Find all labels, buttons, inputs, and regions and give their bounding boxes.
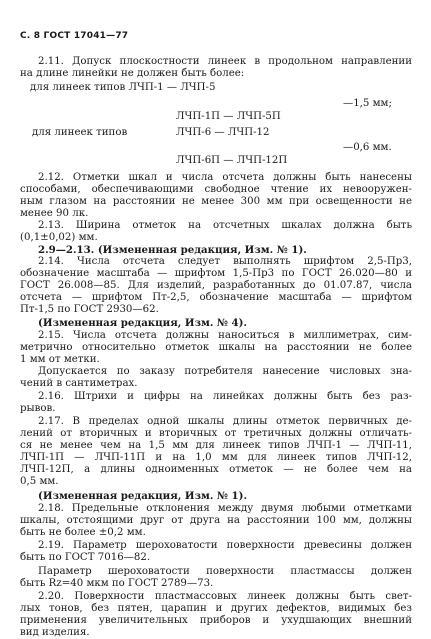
text-line: применения увеличительных приборов и ухудшающих внешний	[20, 615, 412, 626]
text-line: быть Rz=40 мкм по ГОСТ 2789—73.	[20, 578, 214, 589]
text-line: вид изделия.	[20, 627, 90, 638]
text-line: рывов.	[20, 403, 56, 414]
text-line: —1,5 мм;	[343, 98, 392, 109]
text-line: лений от вторичных и вторичных от третичных должны отличать-	[20, 428, 412, 439]
text-line: ся не менее чем на 1,5 мм для линеек типов ЛЧП-1 — ЛЧП-11,	[20, 440, 412, 451]
text-line: (0,1±0,02) мм.	[20, 232, 98, 243]
text-line: метрично относительно отметок шкалы на расстоянии не более	[20, 342, 412, 353]
text-line: 2.19. Параметр шероховатости поверхности древесины должен	[38, 540, 412, 551]
text-line: обозначение масштаба — шрифтом 1,5-Пр3 по ГОСТ 26.020—80 и	[20, 268, 412, 279]
text-line: шкалы, отстоящими друг от друга на расстоянии 100 мм, должны	[20, 515, 412, 526]
text-line: 2.18. Предельные отклонения между двумя любыми отметками	[38, 503, 412, 514]
text-line: быть не более ±0,2 мм.	[20, 527, 146, 538]
text-line: 2.11. Допуск плоскостности линеек в продольном направлении	[38, 56, 412, 67]
text-line: способами, обеспечивающими свободное чтение их невооружен-	[20, 184, 412, 195]
text-line: менее 90 лк.	[20, 208, 89, 219]
page-header: С. 8 ГОСТ 17041—77	[20, 31, 129, 41]
text-line: 0,5 мм.	[20, 476, 59, 487]
text-line: на длине линейки не должен быть более:	[20, 68, 245, 79]
text-line: 2.16. Штрихи и цифры на линейках должны быть без раз-	[38, 391, 412, 402]
text-line: ЛЧП-1П — ЛЧП-11П и на 1,0 мм для линеек типов ЛЧП-12,	[20, 452, 412, 463]
amendment-note: (Измененная редакция, Изм. № 4).	[38, 317, 248, 329]
text-line: 2.13. Ширина отметок на отсчетных шкалах должна быть	[38, 220, 412, 231]
text-line: 2.15. Числа отсчета должны наноситься в миллиметрах, сим-	[38, 330, 412, 341]
text-line: 1 мм от метки.	[20, 354, 100, 365]
text-line: 2.14. Числа отсчета следует выполнять шрифтом 2,5-Пр3,	[38, 256, 412, 267]
text-line: ЛЧП-6 — ЛЧП-12	[176, 127, 270, 138]
text-line: ЛЧП-1П — ЛЧП-5П	[176, 111, 281, 122]
text-line: ЛЧП-12П, а длины одноименных отметок — не более чем на	[20, 464, 412, 475]
text-line: ГОСТ 26.008—85. Для изделий, разработанных до 01.07.87, числа	[20, 280, 412, 291]
text-line: Допускается по заказу потребителя нанесение числовых зна-	[38, 366, 412, 377]
amendment-note: 2.9—2.13. (Измененная редакция, Изм. № 1).	[38, 244, 307, 256]
text-line: отсчета — шрифтом Пт-2,5, обозначение масштаба — шрифтом	[20, 292, 412, 303]
text-line: лых тонов, без пятен, царапин и других дефектов, видимых без	[20, 603, 412, 614]
text-line: 2.17. В пределах одной шкалы длины отметок первичных де-	[38, 416, 412, 427]
text-line: для линеек типов	[32, 127, 128, 138]
text-line: ЛЧП-6П — ЛЧП-12П	[176, 155, 288, 166]
text-line: Параметр шероховатости поверхности пластмассы должен	[38, 566, 412, 577]
text-line: 2.12. Отметки шкал и числа отсчета должны быть нанесены	[38, 172, 412, 183]
text-line: быть по ГОСТ 7016—82.	[20, 552, 151, 563]
text-line: для линеек типов ЛЧП-1 — ЛЧП-5	[30, 82, 216, 93]
text-line: 2.20. Поверхности пластмассовых линеек должны быть свет-	[38, 591, 412, 602]
text-line: чений в сантиметрах.	[20, 378, 138, 389]
text-line: —0,6 мм.	[343, 142, 392, 153]
text-line: Пт-1,5 по ГОСТ 2930—62.	[20, 304, 159, 315]
text-line: ным глазом на расстоянии не менее 300 мм при освещенности не	[20, 196, 412, 207]
amendment-note: (Измененная редакция, Изм. № 1).	[38, 490, 248, 502]
